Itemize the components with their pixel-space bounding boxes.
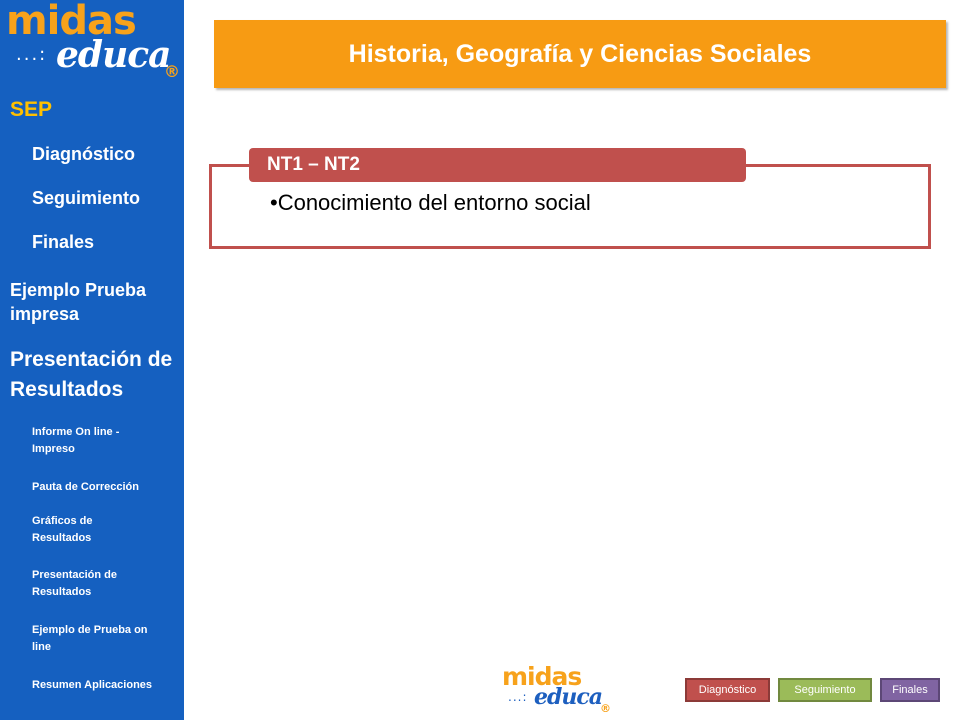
level-header	[249, 148, 746, 182]
sidebar	[0, 0, 184, 720]
sidebar-link-graficos[interactable]: Gráficos de Resultados	[32, 515, 93, 544]
page-title-banner	[214, 20, 946, 88]
level-label: NT1 – NT2	[267, 154, 360, 175]
sidebar-item-ejemplo-prueba-impresa[interactable]: Ejemplo Prueba impresa	[10, 280, 147, 324]
sidebar-item-diagnostico[interactable]: Diagnóstico	[32, 144, 136, 164]
sidebar-link-presentacion[interactable]: Presentación de Resultados	[32, 569, 117, 598]
footer-registered-icon: ®	[600, 702, 611, 715]
sidebar-item-seguimiento[interactable]: Seguimiento	[32, 188, 141, 208]
sidebar-heading-presentacion[interactable]: Presentación de Resultados	[10, 348, 173, 401]
sidebar-link-resumen[interactable]: Resumen Aplicaciones	[32, 679, 153, 691]
footer-logo[interactable]	[502, 662, 612, 720]
footer-button-diagnostico[interactable]: Diagnóstico	[685, 678, 770, 702]
page-title: Historia, Geografía y Ciencias Sociales	[348, 39, 812, 68]
sidebar-link-ejemplo-online[interactable]: Ejemplo de Prueba on line	[32, 624, 148, 653]
sidebar-heading-sep[interactable]: SEP	[10, 98, 53, 121]
footer-logo-educa: educa	[534, 684, 603, 710]
registered-icon: ®	[164, 62, 180, 81]
logo-word-midas: midas	[6, 0, 136, 44]
sidebar-link-pauta-correccion[interactable]: Pauta de Corrección	[32, 481, 139, 493]
logo-dots: ...:	[16, 44, 48, 65]
sidebar-link-informe-online[interactable]: Informe On line - Impreso	[32, 426, 120, 455]
footer-button-finales[interactable]: Finales	[880, 678, 940, 702]
sidebar-item-finales[interactable]: Finales	[32, 232, 95, 252]
content-bullet: •Conocimiento del entorno social	[270, 190, 591, 215]
logo-word-educa: educa	[56, 34, 171, 76]
footer-logo-dots: ...:	[508, 690, 528, 704]
footer-logo-midas: midas	[502, 662, 582, 691]
midas-educa-logo[interactable]	[6, 0, 182, 84]
footer-button-seguimiento[interactable]: Seguimiento	[778, 678, 872, 702]
